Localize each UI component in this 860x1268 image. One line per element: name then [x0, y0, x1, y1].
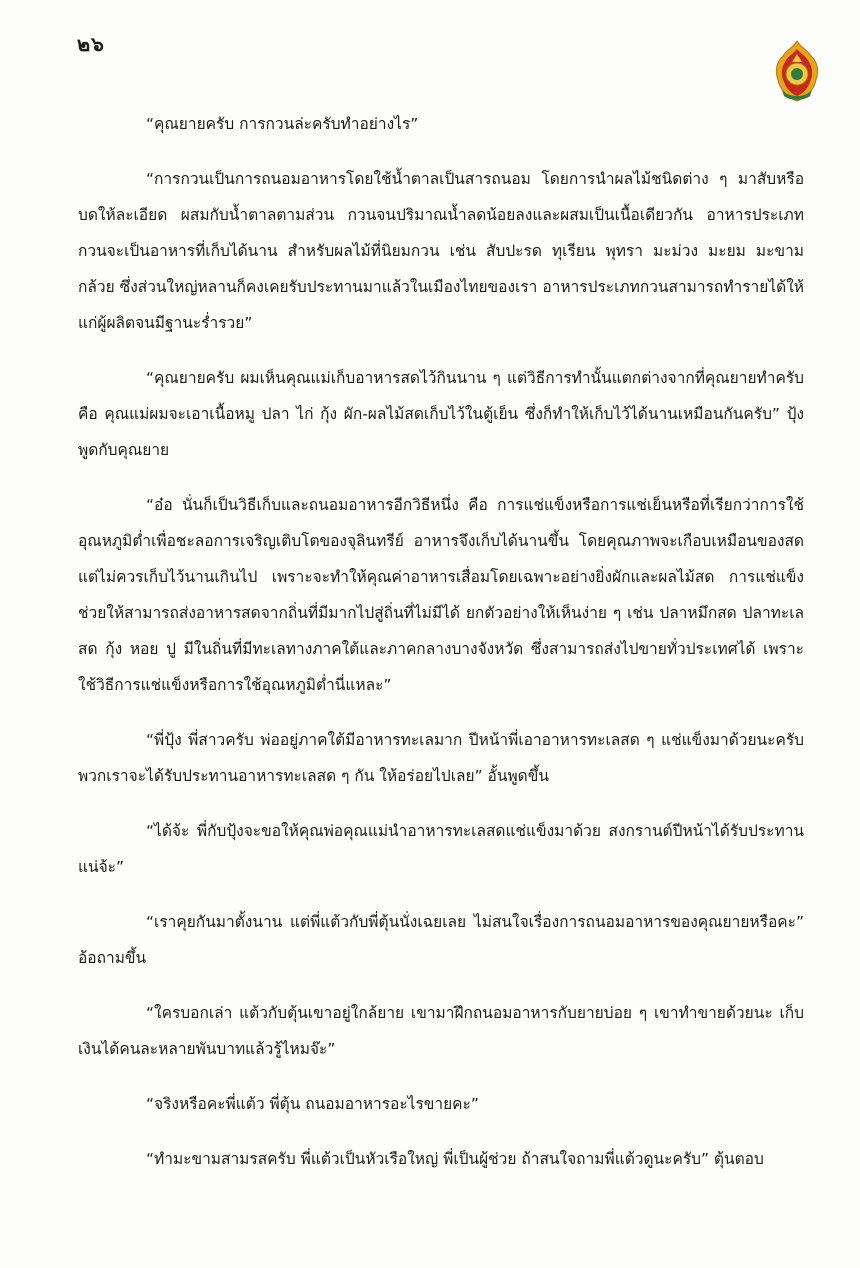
paragraph: “จริงหรือคะพี่แต้ว พี่ตุ้น ถนอมอาหารอะไรขายคะ” — [146, 1095, 479, 1113]
body-text — [78, 106, 804, 1196]
paragraph: “เราคุยกันมาตั้งนาน แต่พี่แต้วกับพี่ตุ้นนั่งเฉยเลย ไม่สนใจเรื่องการถนอมอาหารของคุณยายหรือคะ” อ้อถามขึ้น — [78, 913, 804, 967]
thai-royal-emblem-icon — [774, 40, 820, 102]
paragraph: “ใครบอกเล่า แต้วกับตุ้นเขาอยู่ใกล้ยาย เขามาฝึกถนอมอาหารกับยายบ่อย ๆ เขาทำขายด้วยนะ เก็บเงินได้คนละหลายพันบาทแล้วรู้ไหมจ๊ะ” — [78, 1004, 804, 1058]
paragraph: “ทำมะขามสามรสครับ พี่แต้วเป็นหัวเรือใหญ่ พี่เป็นผู้ช่วย ถ้าสนใจถามพี่แต้วดูนะครับ” ตุ้นตอบ — [146, 1150, 764, 1168]
paragraph: “คุณยายครับ การกวนล่ะครับทำอย่างไร” — [146, 115, 419, 133]
page-number: ๒๖ — [77, 32, 105, 56]
paragraph: “การกวนเป็นการถนอมอาหารโดยใช้น้ำตาลเป็นสารถนอม โดยการนำผลไม้ชนิดต่าง ๆ มาสับหรือบดให้ละเอียด ผสมกับน้ำตาลตามส่วน กวนจนปริมาณน้ำลดน้อยลงและผสมเป็นเนื้อเดียวกัน อาหารประเภทกวนจะเป็นอาหารที่เก็บได้นาน สำหรับผลไม้ที่นิยมกวน เช่น สับปะรด ทุเรียน พุทรา มะม่วง มะยม มะขาม กล้วย ซึ่งส่วนใหญ่หลานก็คงเคยรับประทานมาแล้วในเมืองไทยของเรา อาหารประเภทกวนสามารถทำรายได้ให้แก่ผู้ผลิตจนมีฐานะร่ำรวย” — [78, 170, 804, 332]
paragraph: “ได้จ้ะ พี่กับปุ้งจะขอให้คุณพ่อคุณแม่นำอาหารทะเลสดแช่แข็งมาด้วย สงกรานต์ปีหน้าได้รับประทานแน่จ้ะ” — [78, 822, 804, 876]
paragraph: “คุณยายครับ ผมเห็นคุณแม่เก็บอาหารสดไว้กินนาน ๆ แต่วิธีการทำนั้นแตกต่างจากที่คุณยายทำครับ คือ คุณแม่ผมจะเอาเนื้อหมู ปลา ไก่ กุ้ง ผัก-ผลไม้สดเก็บไว้ในตู้เย็น ซึ่งก็ทำให้เก็บไว้ได้นานเหมือนกันครับ” ปุ้งพูดกับคุณยาย — [78, 369, 804, 459]
paragraph: “พี่ปุ้ง พี่สาวครับ พ่ออยู่ภาคใต้มีอาหารทะเลมาก ปีหน้าพี่เอาอาหารทะเลสด ๆ แช่แข็งมาด้วยนะครับ พวกเราจะได้รับประทานอาหารทะเลสด ๆ กัน ให้อร่อยไปเลย” อั้นพูดขึ้น — [78, 731, 804, 785]
paragraph: “อ๋อ นั่นก็เป็นวิธีเก็บและถนอมอาหารอีกวิธีหนึ่ง คือ การแช่แข็งหรือการแช่เย็นหรือที่เรียกว่าการใช้อุณหภูมิต่ำเพื่อชะลอการเจริญเติบโตของจุลินทรีย์ อาหารจึงเก็บได้นานขึ้น โดยคุณภาพจะเกือบเหมือนของสด แต่ไม่ควรเก็บไว้นานเกินไป เพราะจะทำให้คุณค่าอาหารเสื่อมโดยเฉพาะอย่างยิ่งผักและผลไม้สด การแช่แข็งช่วยให้สามารถส่งอาหารสดจากถิ่นที่มีมากไปสู่ถิ่นที่ไม่มีได้ ยกตัวอย่างให้เห็นง่าย ๆ เช่น ปลาหมึกสด ปลาทะเลสด กุ้ง หอย ปู มีในถิ่นที่มีทะเลทางภาคใต้และภาคกลางบางจังหวัด ซึ่งสามารถส่งไปขายทั่วประเทศได้ เพราะใช้วิธีการแช่แข็งหรือการใช้อุณหภูมิต่ำนี่แหละ” — [78, 496, 804, 694]
